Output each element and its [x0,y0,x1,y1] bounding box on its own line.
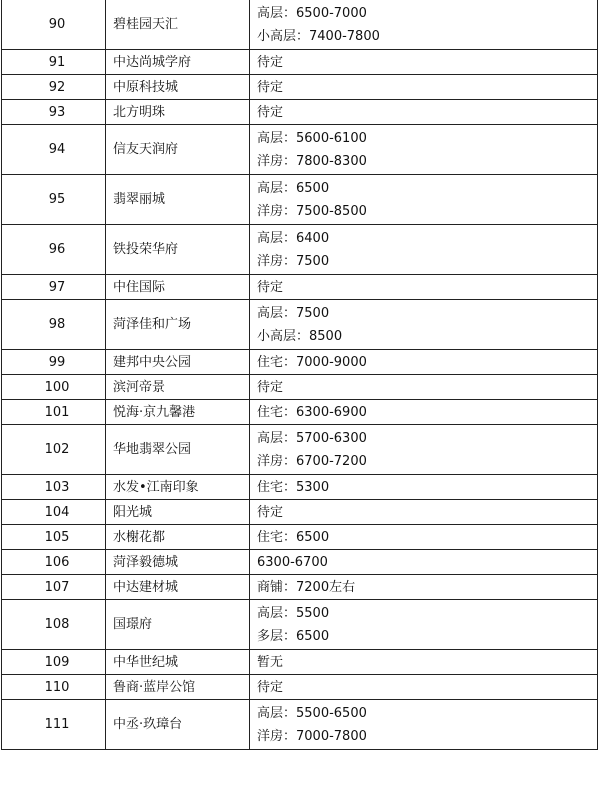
price-line: 洋房：7800-8300 [257,154,367,169]
table-row [2,350,598,375]
row-number: 110 [2,675,106,700]
table-row [2,50,598,75]
row-number: 107 [2,575,106,600]
row-number: 96 [2,225,106,275]
project-name: 建邦中央公园 [106,350,250,375]
project-name: 滨河帝景 [106,375,250,400]
project-name: 中丞·玖璋台 [106,700,250,750]
price-line: 待定 [257,679,284,695]
table-row [2,675,598,700]
price-cell [250,0,598,50]
row-number: 92 [2,75,106,100]
price-table [1,0,598,750]
price-line: 高层：6500-7000 [257,6,367,21]
project-name: 阳光城 [106,500,250,525]
table-body [2,0,598,750]
table-row [2,375,598,400]
price-cell [250,125,598,175]
row-number: 109 [2,650,106,675]
row-number: 108 [2,600,106,650]
price-cell [250,300,598,350]
price-line: 高层：7500 [257,306,330,321]
row-number: 105 [2,525,106,550]
price-cell [250,400,598,425]
project-name: 中住国际 [106,275,250,300]
price-cell [250,425,598,475]
price-cell [250,175,598,225]
project-name: 鲁商·蓝岸公馆 [106,675,250,700]
row-number: 101 [2,400,106,425]
table-row [2,0,598,50]
price-line: 小高层：8500 [257,329,343,344]
price-line: 高层：6500 [257,181,330,196]
price-line: 高层：5600-6100 [257,131,367,146]
row-number: 99 [2,350,106,375]
table-row [2,700,598,750]
row-number: 102 [2,425,106,475]
table-row [2,600,598,650]
project-name: 碧桂园天汇 [106,0,250,50]
price-cell [250,100,598,125]
price-line: 洋房：6700-7200 [257,454,367,469]
row-number: 95 [2,175,106,225]
row-number: 91 [2,50,106,75]
row-number: 94 [2,125,106,175]
row-number: 111 [2,700,106,750]
table-row [2,225,598,275]
table-row [2,175,598,225]
price-line: 高层：6400 [257,231,330,246]
price-line: 待定 [257,379,284,395]
price-cell [250,75,598,100]
project-name: 翡翠丽城 [106,175,250,225]
project-name: 铁投荣华府 [106,225,250,275]
price-cell [250,225,598,275]
row-number: 97 [2,275,106,300]
project-name: 菏泽毅德城 [106,550,250,575]
price-line: 待定 [257,54,284,70]
price-line: 高层：5500 [257,606,330,621]
price-cell [250,575,598,600]
table-row [2,75,598,100]
price-line: 高层：5500-6500 [257,706,367,721]
price-line: 住宅：5300 [257,479,330,495]
row-number: 103 [2,475,106,500]
price-line: 商铺：7200左右 [257,579,356,595]
price-line: 多层：6500 [257,629,330,644]
price-line: 6300-6700 [257,554,328,570]
price-cell [250,350,598,375]
price-cell [250,650,598,675]
row-number: 106 [2,550,106,575]
row-number: 104 [2,500,106,525]
row-number: 98 [2,300,106,350]
price-line: 住宅：6500 [257,529,330,545]
project-name: 中达建材城 [106,575,250,600]
price-line: 待定 [257,504,284,520]
table-row [2,100,598,125]
table-row [2,650,598,675]
price-line: 待定 [257,79,284,95]
price-line: 待定 [257,279,284,295]
price-line: 洋房：7500 [257,254,330,269]
price-line: 待定 [257,104,284,120]
table-row [2,500,598,525]
project-name: 北方明珠 [106,100,250,125]
price-cell [250,600,598,650]
price-line: 住宅：6300-6900 [257,404,367,420]
project-name: 中达尚城学府 [106,50,250,75]
project-name: 菏泽佳和广场 [106,300,250,350]
table-row [2,575,598,600]
row-number: 90 [2,0,106,50]
price-line: 住宅：7000-9000 [257,354,367,370]
project-name: 华地翡翠公园 [106,425,250,475]
price-cell [250,475,598,500]
price-line: 洋房：7000-7800 [257,729,367,744]
price-line: 洋房：7500-8500 [257,204,367,219]
project-name: 水发•江南印象 [106,475,250,500]
price-line: 暂无 [257,654,284,670]
table-row [2,550,598,575]
table-row [2,425,598,475]
price-line: 高层：5700-6300 [257,431,367,446]
price-cell [250,275,598,300]
price-cell [250,375,598,400]
table-row [2,300,598,350]
table-row [2,125,598,175]
project-name: 信友天润府 [106,125,250,175]
table-row [2,400,598,425]
row-number: 93 [2,100,106,125]
price-cell [250,675,598,700]
table-row [2,275,598,300]
table-row [2,525,598,550]
price-cell [250,700,598,750]
project-name: 水榭花都 [106,525,250,550]
project-name: 国璟府 [106,600,250,650]
project-name: 中原科技城 [106,75,250,100]
row-number: 100 [2,375,106,400]
project-name: 悦海·京九馨港 [106,400,250,425]
project-name: 中华世纪城 [106,650,250,675]
table-row [2,475,598,500]
price-cell [250,525,598,550]
price-cell [250,500,598,525]
price-line: 小高层：7400-7800 [257,29,380,44]
price-cell [250,50,598,75]
price-cell [250,550,598,575]
